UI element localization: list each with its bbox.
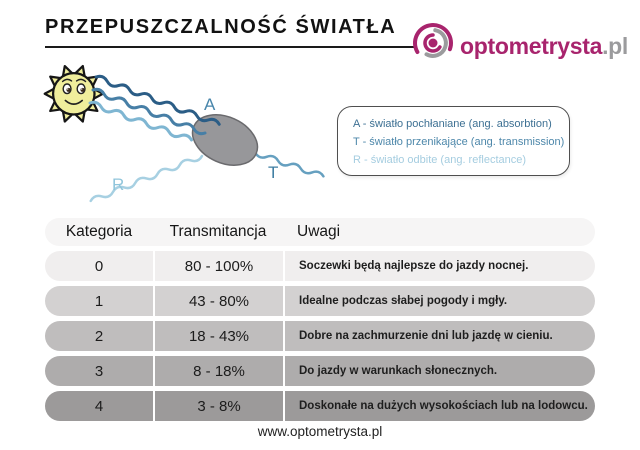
table-row <box>45 356 595 386</box>
logo-spiral-icon <box>410 20 456 66</box>
transmittance-cell: 8 - 18% <box>153 356 283 386</box>
table-header-row <box>45 218 595 246</box>
transmittance-cell: 3 - 8% <box>153 391 283 421</box>
note-cell: Dobre na zachmurzenie dni lub jazdę w cieniu. <box>283 321 595 351</box>
light-transmittance-diagram <box>30 55 350 220</box>
table-row <box>45 391 595 421</box>
header-transmitancja: Transmitancja <box>169 223 267 240</box>
logo-text <box>460 33 628 60</box>
page-title: PRZEPUSZCZALNOŚĆ ŚWIATŁA <box>45 16 397 38</box>
transmittance-table <box>45 218 595 426</box>
transmittance-cell: 43 - 80% <box>153 286 283 316</box>
category-cell: 1 <box>94 292 104 310</box>
header-kategoria: Kategoria <box>65 223 133 240</box>
footer-url: www.optometrysta.pl <box>257 424 383 439</box>
incoming-wave-dark <box>95 75 220 127</box>
transmittance-cell: 18 - 43% <box>153 321 283 351</box>
transmittance-cell: 80 - 100% <box>153 251 283 281</box>
table-row <box>45 321 595 351</box>
reflected-wave <box>90 154 203 204</box>
category-cell: 4 <box>94 397 104 415</box>
note-cell: Soczewki będą najlepsze do jazdy nocnej. <box>283 251 595 281</box>
note-cell: Doskonałe na dużych wysokościach lub na lodowcu. <box>283 391 595 421</box>
legend-item-absorption: A - światło pochłaniane (ang. absorbtion) <box>353 118 552 130</box>
legend-item-reflectance: R - światło odbite (ang. reflectance) <box>353 154 527 166</box>
label-transmission: T <box>268 163 279 182</box>
table-row <box>45 251 595 281</box>
note-cell: Idealne podczas słabej pogody i mgły. <box>283 286 595 316</box>
label-reflectance: R <box>112 175 125 194</box>
category-cell: 3 <box>94 362 104 380</box>
legend-box <box>337 106 570 176</box>
logo-tld: .pl <box>602 32 628 59</box>
table-row <box>45 286 595 316</box>
category-cell: 2 <box>94 327 104 345</box>
label-absorption: A <box>204 95 216 114</box>
note-cell: Do jazdy w warunkach słonecznych. <box>283 356 595 386</box>
category-cell: 0 <box>94 257 104 275</box>
header-uwagi: Uwagi <box>297 223 341 240</box>
logo-name: optometrysta <box>459 32 603 59</box>
title-underline <box>45 46 416 48</box>
sun-icon <box>45 66 103 121</box>
legend-item-transmission: T - światło przenikające (ang. transmission) <box>353 136 565 148</box>
logo <box>410 20 628 66</box>
